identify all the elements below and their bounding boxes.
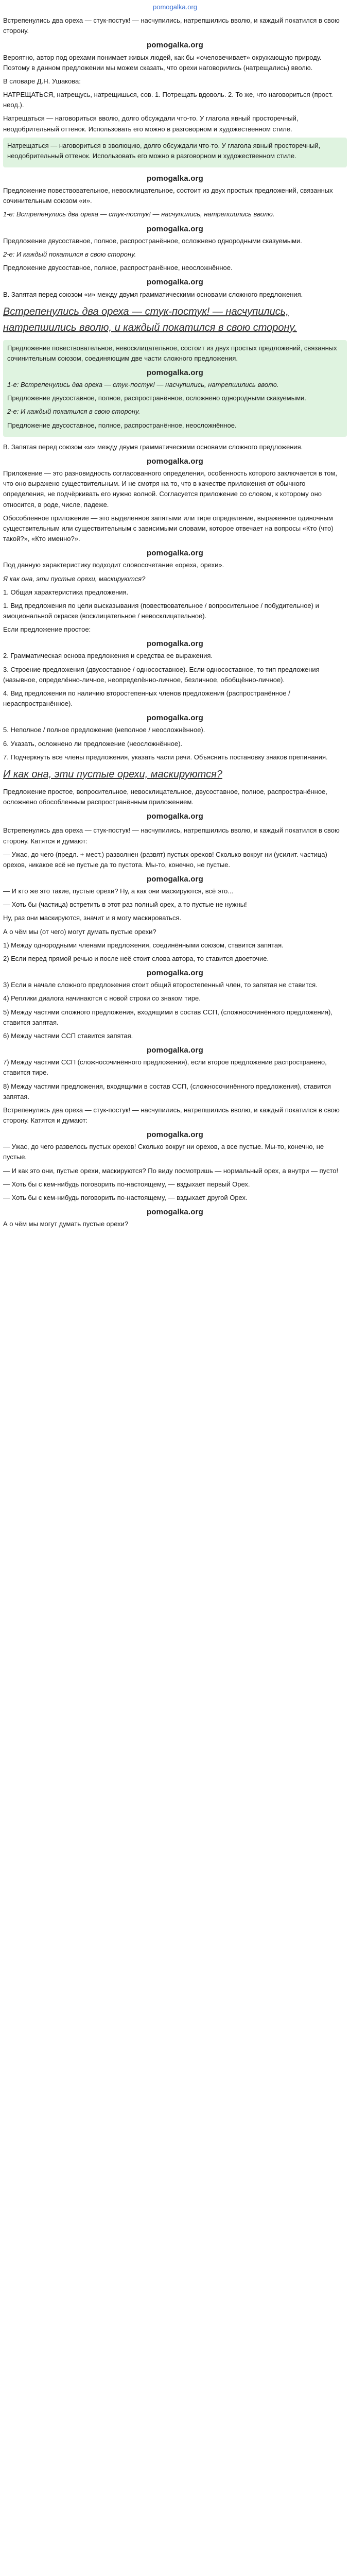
story-p2: — И кто же это такие, пустые орехи? Ну, а как они маскируются, всё это... — [3, 887, 234, 895]
story-p4: Ну, раз они маскируются, значит и я могу маскироваться. — [3, 914, 182, 922]
analysis-p10: Предложение простое, вопросительное, невосклицательное, двусоставное, полное, распространённое, осложнено обособленным распространённым приложением. — [3, 787, 327, 806]
story-p1: — Ужас, до чего (предл. + мест.) разволнен (развят) пустых орехов! Сколько вокруг ни (усилит. частица) орехов, никакое всё не пустые да то пустота. Мы-то, конечно, не пустые. — [3, 850, 327, 869]
part-b-section — [3, 442, 347, 584]
final-p0: Встрепенулись два ореха — стук-постук! — насчупились, натрепшились вволю, и каждый покатился в свою сторону. Катятся и думают: — [3, 1106, 340, 1124]
rule-6: 7) Между частями ССП (сложносочинённого предложения), если второе предложение распространено, ставится тире. — [3, 1058, 327, 1077]
intro-p4: Натрещаться — наговориться вволю, долго обсуждали что-то. У глагола явный просторечный, неодобрительный оттенок. Использовать его можно в разговорном и художественном стиле. — [3, 114, 299, 133]
part-b-p4: Я как она, эти пустые орехи, маскируются? — [3, 574, 146, 583]
analysis-p0: 1. Общая характеристика предложения. — [3, 588, 129, 596]
rule-7: 8) Между частями предложения, входящими в состав ССП, (сложносочинённого предложения), ставится запятая. — [3, 1082, 331, 1100]
page — [0, 0, 350, 1229]
story-p0: Встрепенулись два ореха — стук-постук! — насчупились, натрепшились вволю, и каждый покатился в свою сторону. Катятся и думают: — [3, 826, 340, 845]
watermark: pomogalka.org — [146, 812, 204, 821]
green-2-p0: Предложение повествовательное, невосклицательное, состоит из двух простых предложений, связанных сочинительным союзом, соединяющим две части сложного предложения. — [7, 344, 337, 362]
watermark: pomogalka.org — [146, 714, 204, 723]
site-name-link[interactable]: pomogalka.org — [153, 3, 197, 11]
watermark: pomogalka.org — [146, 174, 204, 183]
watermark: pomogalka.org — [146, 456, 204, 466]
analysis-p6: 5. Неполное / полное предложение (неполное / неосложнённое). — [3, 726, 205, 734]
rule-2: 3) Если в начале сложного предложения стоит общий второстепенный член, то запятая не ставится. — [3, 981, 318, 989]
final-p4: — Хоть бы с кем-нибудь поговорить по-настоящему, — вздыхает другой Орех. — [3, 1193, 248, 1201]
part-b-p0: В. Запятая перед союзом «и» между двумя грамматическими основами сложного предложения. — [3, 443, 303, 451]
scheme-sentence-1: Встрепенулись два ореха — стук-постук! — насчупились, натрепшились вволю, и каждый покатился в свою сторону. — [3, 306, 297, 333]
watermark: pomogalka.org — [146, 1046, 204, 1055]
watermark: pomogalka.org — [146, 874, 204, 884]
part-b-p2: Обособленное приложение — это выделенное запятыми или тире определение, выраженное одиночным существительным или существительным с зависимыми словами, которое отвечает на вопросы «Кто (что) такой?», «Кто именно?». — [3, 514, 334, 543]
watermark: pomogalka.org — [146, 1208, 204, 1217]
site-header — [3, 0, 347, 15]
analysis-section — [3, 587, 347, 762]
green-2-p2: Предложение двусоставное, полное, распространённое, осложнено однородными сказуемыми. — [7, 394, 306, 402]
green-note-1 — [3, 138, 347, 167]
part-a-p5: В. Запятая перед союзом «и» между двумя грамматическими основами сложного предложения. — [3, 290, 303, 298]
rule-5: 6) Между частями ССП ставится запятая. — [3, 1031, 133, 1040]
rule-0: 1) Между однородными членами предложения, соединёнными союзом, ставится запятая. — [3, 941, 284, 949]
watermark: pomogalka.org — [146, 278, 204, 287]
final-section — [3, 1105, 347, 1230]
rules-section — [3, 940, 347, 1102]
intro-p0: Встрепенулись два ореха — стук-постук! — насчупились, натрепшились вволю, и каждый покатился в свою сторону. — [3, 16, 340, 35]
scheme-sentence-2: И как она, эти пустые орехи, маскируются? — [3, 768, 222, 780]
part-b-p1: Приложение — это разновидность согласованного определения, особенность которого заключается в том, что оно выражено существительным. И не смотря на то, что в качестве приложения от обычного определения, не подчёркивать его нужно волной. Согласуется приложение со словом, к которому оно относится, в роде, числе, падеже. — [3, 469, 337, 509]
intro-p1: Вероятно, автор под орехами понимает живых людей, как бы «очеловечивает» окружающую природу. Поэтому в данном предложении мы можем сказать, что орехи наговорились (натрещались) вволю. — [3, 53, 322, 72]
part-a-p2: Предложение двусоставное, полное, распространённое, осложнено однородными сказуемыми. — [3, 236, 302, 245]
final-p3: — Хоть бы с кем-нибудь поговорить по-настоящему, — вздыхает первый Орех. — [3, 1180, 250, 1188]
intro-section — [3, 15, 347, 134]
part-a-p1: 1-е: Встрепенулись два ореха — стук-постук! — насчупились, натрепшились вволю. — [3, 210, 275, 218]
story-section — [3, 825, 347, 937]
analysis-p2: Если предложение простое: — [3, 625, 91, 634]
story-p5: А о чём мы (от чего) могут думать пустые орехи? — [3, 927, 156, 936]
watermark: pomogalka.org — [146, 1130, 204, 1140]
green-block-2 — [3, 340, 347, 437]
final-p1: — Ужас, до чего развелось пустых орехов! Сколько вокруг ни орехов, а все пустые. Мы-то, конечно, не пустые. — [3, 1143, 324, 1161]
intro-p3: НАТРЕЩАТЬСЯ, натрещусь, натрещишься, сов. 1. Потрещать вдоволь. 2. То же, что наговориться (прост. неод.). — [3, 91, 333, 109]
green-2-p1: 1-е: Встрепенулись два ореха — стук-постук! — насчупились, натрепшились вволю. — [7, 381, 279, 389]
analysis-summary — [3, 787, 347, 823]
intro-p2: В словаре Д.Н. Ушакова: — [3, 77, 81, 85]
analysis-p5: 4. Вид предложения по наличию второстепенных членов предложения (распространённое / нераспространённое). — [3, 689, 290, 708]
analysis-p8: 7. Подчеркнуть все члены предложения, указать части речи. Объяснить постановку знаков препинания. — [3, 753, 328, 761]
part-a-section — [3, 185, 347, 299]
rule-3: 4) Реплики диалога начинаются с новой строки со знаком тире. — [3, 994, 201, 1003]
analysis-p7: 6. Указать, осложнено ли предложение (неосложнённое). — [3, 739, 183, 748]
green-2-p3: 2-е: И каждый покатился в свою сторону. — [7, 408, 141, 416]
watermark: pomogalka.org — [146, 41, 204, 50]
green-2-p4: Предложение двусоставное, полное, распространённое, неосложнённое. — [7, 421, 237, 429]
green-note-1-text: Натрещаться — наговориться в эволюцию, долго обсуждали что-то. У глагола явный просторечный, неодобрительный оттенок. Использовать его можно в разговорном и художественном стиле. — [7, 141, 321, 160]
rule-1: 2) Если перед прямой речью и после неё стоит слова автора, то ставится двоеточие. — [3, 954, 269, 962]
analysis-p1: 1. Вид предложения по цели высказывания (повествовательное / вопросительное / побудительное) и эмоциональной окраске (восклицательное / невосклицательное). — [3, 601, 319, 620]
final-p2: — И как это они, пустые орехи, маскируются? По виду посмотришь — нормальный орех, а внутри — пусто! — [3, 1166, 339, 1175]
analysis-p4: 3. Строение предложения (двусоставное / односоставное). Если односоставное, то тип предложения (назывное, определённо-личное, неопределённо-личное, безличное, обобщённо-личное). — [3, 665, 320, 684]
part-a-p0: Предложение повествовательное, невосклицательное, состоит из двух простых предложений, связанных сочинительным союзом «и». — [3, 187, 333, 205]
watermark: pomogalka.org — [146, 368, 204, 377]
watermark: pomogalka.org — [146, 224, 204, 233]
analysis-p3: 2. Грамматическая основа предложения и средства ее выражения. — [3, 652, 213, 660]
story-p3: — Хоть бы (частица) встретить в этот раз полный орех, а то пустые не нужны! — [3, 901, 247, 909]
final-p5: А о чём мы могут думать пустые орехи? — [3, 1220, 129, 1228]
part-a-p3: 2-е: И каждый покатился в свою сторону. — [3, 250, 136, 258]
part-a-p4: Предложение двусоставное, полное, распространённое, неосложнённое. — [3, 264, 233, 272]
watermark: pomogalka.org — [146, 549, 204, 558]
watermark: pomogalka.org — [146, 969, 204, 978]
part-b-p3: Под данную характеристику подходит словосочетание «ореха, орехи». — [3, 561, 224, 569]
watermark: pomogalka.org — [146, 639, 204, 649]
rule-4: 5) Между частями сложного предложения, входящими в состав ССП, (сложносочинённого предложения), ставится запятая. — [3, 1008, 332, 1026]
